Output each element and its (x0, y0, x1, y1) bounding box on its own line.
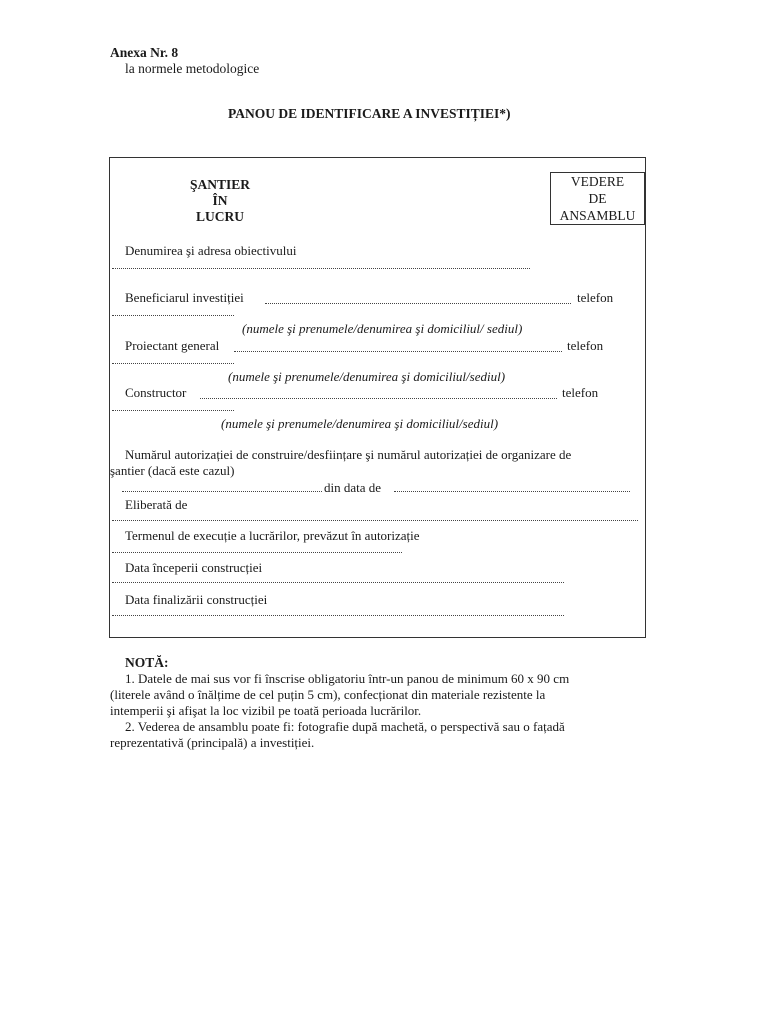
proiectant-telefon-field[interactable] (112, 363, 234, 364)
vedere-line-1: VEDERE (570, 174, 625, 189)
constructor-note: (numele şi prenumele/denumirea şi domiciliul/sediul) (221, 416, 499, 431)
autorizatie-line-2: şantier (dacă este cazul) (110, 463, 235, 478)
beneficiar-telefon-field[interactable] (112, 315, 234, 316)
annex-number: Anexa Nr. 8 (110, 45, 179, 60)
nota-p1-line-2: (literele având o înălțime de cel puțin 5 cm), confecționat din materiale rezistente la (110, 687, 546, 702)
data-finalizare-label: Data finalizării construcției (125, 592, 268, 607)
vedere-line-2: DE (588, 191, 607, 206)
data-finalizare-field[interactable] (112, 615, 564, 616)
nota-p1-line-3: intemperii şi afişat la loc vizibil pe toată perioada lucrărilor. (110, 703, 422, 718)
nota-p1-line-1: 1. Datele de mai sus vor fi înscrise obligatoriu într-un panou de minimum 60 x 90 cm (125, 671, 570, 686)
beneficiar-telefon-label: telefon (577, 290, 614, 305)
vedere-line-3: ANSAMBLU (559, 208, 636, 223)
constructor-telefon-field[interactable] (112, 410, 234, 411)
nota-p2-line-1: 2. Vederea de ansamblu poate fi: fotografie după machetă, o perspectivă sau o fațadă (125, 719, 565, 734)
data-incepere-field[interactable] (112, 582, 564, 583)
termen-field[interactable] (112, 552, 402, 553)
denumire-field[interactable] (112, 268, 530, 269)
denumire-label: Denumirea şi adresa obiectivului (125, 243, 297, 258)
page-title: PANOU DE IDENTIFICARE A INVESTIȚIEI*) (228, 106, 511, 121)
constructor-telefon-label: telefon (562, 385, 599, 400)
beneficiar-note: (numele şi prenumele/denumirea şi domiciliul/ sediul) (242, 321, 523, 336)
proiectant-label: Proiectant general (125, 338, 220, 353)
eliberata-field[interactable] (112, 520, 638, 521)
santier-line-2: ÎN (212, 193, 228, 208)
proiectant-telefon-label: telefon (567, 338, 604, 353)
autorizatie-line-1: Numărul autorizației de construire/desființare şi numărul autorizației de organizare de (125, 447, 572, 462)
proiectant-field[interactable] (234, 351, 562, 352)
vedere-ansamblu-box (550, 172, 645, 225)
eliberata-label: Eliberată de (125, 497, 188, 512)
constructor-label: Constructor (125, 385, 187, 400)
annex-subtitle: la normele metodologice (125, 61, 260, 76)
termen-label: Termenul de execuție a lucrărilor, prevăzut în autorizație (125, 528, 420, 543)
nota-p2-line-2: reprezentativă (principală) a investiției. (110, 735, 315, 750)
beneficiar-field[interactable] (265, 303, 571, 304)
autorizatie-date-field[interactable] (394, 491, 630, 492)
santier-line-1: ŞANTIER (189, 177, 251, 192)
data-incepere-label: Data începerii construcției (125, 560, 263, 575)
proiectant-note: (numele şi prenumele/denumirea şi domiciliul/sediul) (228, 369, 506, 384)
din-data-label: din data de (324, 480, 382, 495)
autorizatie-number-field[interactable] (122, 491, 322, 492)
constructor-field[interactable] (200, 398, 557, 399)
beneficiar-label: Beneficiarul investiției (125, 290, 244, 305)
nota-title: NOTĂ: (125, 655, 169, 670)
santier-line-3: LUCRU (195, 209, 244, 224)
